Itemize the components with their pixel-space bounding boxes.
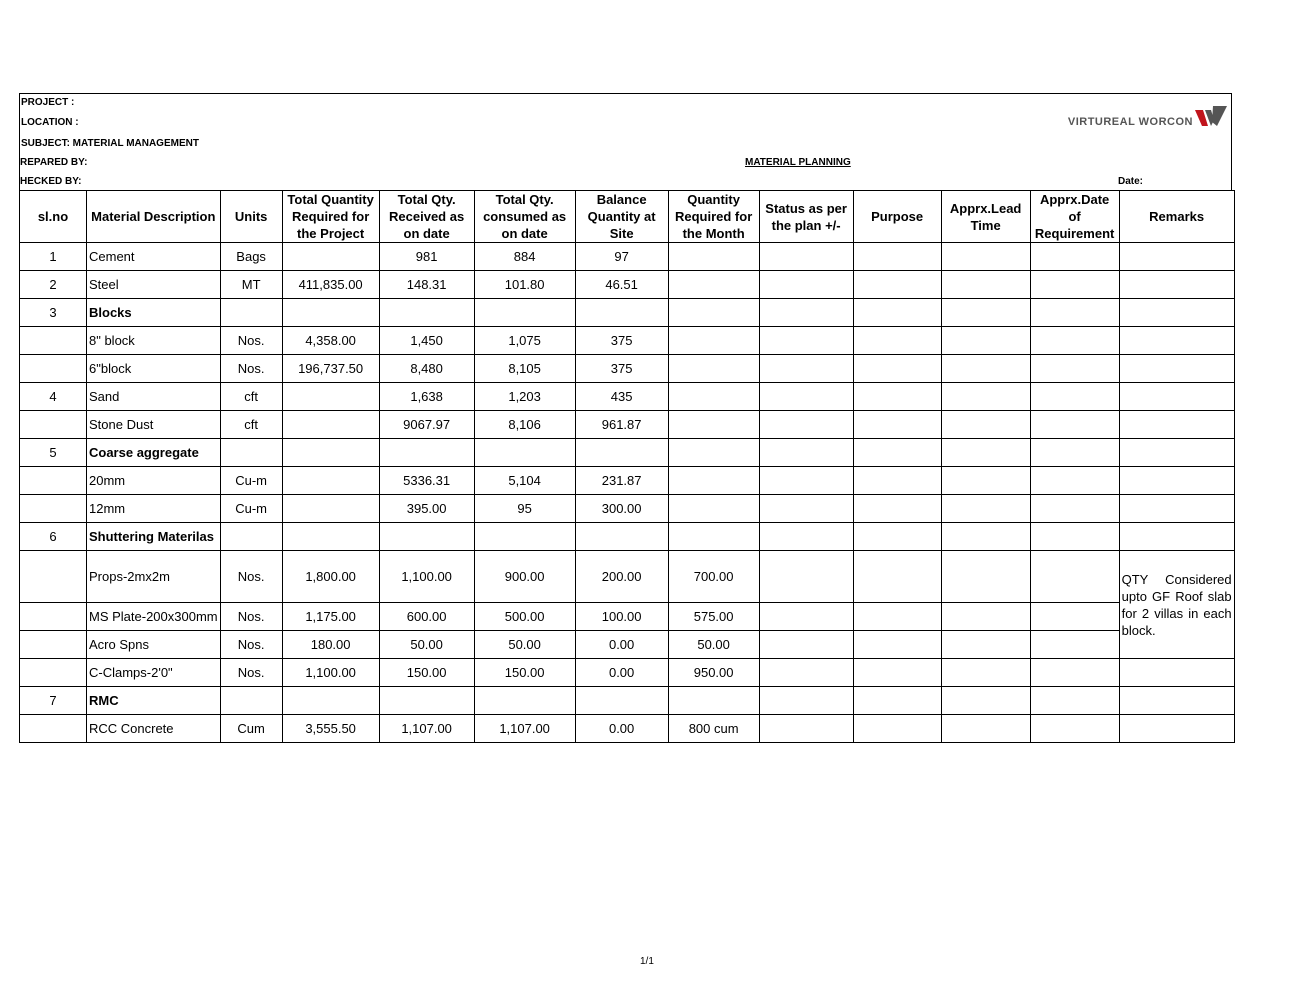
table-row (20, 299, 1235, 327)
cell-4 (282, 495, 379, 523)
cell-3: MT (220, 271, 282, 299)
cell-7: 46.51 (575, 271, 668, 299)
checked-by-label: HECKED BY: (20, 176, 82, 187)
cell-7: 200.00 (575, 551, 668, 603)
date-label: Date: (1118, 176, 1144, 187)
sheet-header (19, 93, 1232, 190)
cell-4: 1,800.00 (282, 551, 379, 603)
cell-5: 1,638 (379, 383, 474, 411)
empty-cell (941, 383, 1030, 411)
remarks-cell (1119, 467, 1234, 495)
location-label: LOCATION : (21, 117, 79, 128)
remarks-cell (1119, 411, 1234, 439)
cell-4: 196,737.50 (282, 355, 379, 383)
cell-2: 6"block (87, 355, 221, 383)
empty-cell (941, 271, 1030, 299)
cell-8 (668, 687, 759, 715)
empty-cell (853, 467, 941, 495)
cell-1 (20, 327, 87, 355)
empty-cell (941, 243, 1030, 271)
empty-cell (759, 271, 853, 299)
cell-1: 3 (20, 299, 87, 327)
header-row (20, 191, 1235, 243)
empty-cell (941, 299, 1030, 327)
empty-cell (853, 355, 941, 383)
cell-4 (282, 687, 379, 715)
cell-7: 0.00 (575, 631, 668, 659)
empty-cell (759, 355, 853, 383)
cell-4: 1,175.00 (282, 603, 379, 631)
column-header: Total Qty. Received as on date (379, 191, 474, 243)
empty-cell (941, 439, 1030, 467)
cell-1: 7 (20, 687, 87, 715)
remarks-cell: QTY Considered upto GF Roof slab for 2 villas in each block. (1119, 551, 1234, 659)
empty-cell (941, 495, 1030, 523)
remarks-cell (1119, 495, 1234, 523)
empty-cell (1030, 327, 1119, 355)
cell-8 (668, 495, 759, 523)
cell-5 (379, 523, 474, 551)
cell-2: RCC Concrete (87, 715, 221, 743)
empty-cell (1030, 271, 1119, 299)
cell-2: RMC (87, 687, 221, 715)
empty-cell (759, 551, 853, 603)
cell-7: 231.87 (575, 467, 668, 495)
cell-7: 375 (575, 327, 668, 355)
cell-8 (668, 271, 759, 299)
empty-cell (853, 631, 941, 659)
empty-cell (759, 243, 853, 271)
column-header: Material Description (87, 191, 221, 243)
subject-label: SUBJECT: MATERIAL MANAGEMENT (21, 138, 199, 149)
empty-cell (941, 551, 1030, 603)
table-row (20, 271, 1235, 299)
cell-1 (20, 495, 87, 523)
table-row (20, 327, 1235, 355)
cell-6: 95 (474, 495, 575, 523)
cell-5: 1,107.00 (379, 715, 474, 743)
empty-cell (853, 299, 941, 327)
cell-8: 950.00 (668, 659, 759, 687)
cell-5: 8,480 (379, 355, 474, 383)
cell-4 (282, 299, 379, 327)
cell-1 (20, 355, 87, 383)
cell-1 (20, 659, 87, 687)
cell-2: Props-2mx2m (87, 551, 221, 603)
cell-5: 981 (379, 243, 474, 271)
empty-cell (1030, 603, 1119, 631)
cell-3: Nos. (220, 551, 282, 603)
cell-3: cft (220, 411, 282, 439)
cell-3: Nos. (220, 603, 282, 631)
cell-1 (20, 715, 87, 743)
empty-cell (759, 603, 853, 631)
cell-2: 20mm (87, 467, 221, 495)
table-row (20, 243, 1235, 271)
cell-5: 148.31 (379, 271, 474, 299)
cell-3 (220, 299, 282, 327)
cell-7: 0.00 (575, 659, 668, 687)
cell-4 (282, 467, 379, 495)
cell-2: Blocks (87, 299, 221, 327)
cell-8 (668, 383, 759, 411)
prepared-by-label: REPARED BY: (20, 157, 88, 168)
cell-5: 1,450 (379, 327, 474, 355)
empty-cell (853, 411, 941, 439)
empty-cell (1030, 355, 1119, 383)
empty-cell (941, 523, 1030, 551)
cell-3: Cu-m (220, 495, 282, 523)
cell-7: 961.87 (575, 411, 668, 439)
cell-8 (668, 467, 759, 495)
empty-cell (1030, 523, 1119, 551)
cell-8: 50.00 (668, 631, 759, 659)
cell-6: 1,075 (474, 327, 575, 355)
cell-3: Cu-m (220, 467, 282, 495)
table-row (20, 603, 1235, 631)
cell-1 (20, 411, 87, 439)
empty-cell (853, 327, 941, 355)
empty-cell (941, 355, 1030, 383)
empty-cell (759, 439, 853, 467)
empty-cell (941, 687, 1030, 715)
table-row (20, 523, 1235, 551)
cell-6: 884 (474, 243, 575, 271)
column-header: Apprx.Date of Requirement (1030, 191, 1119, 243)
cell-8 (668, 355, 759, 383)
empty-cell (941, 715, 1030, 743)
empty-cell (853, 495, 941, 523)
empty-cell (853, 659, 941, 687)
empty-cell (759, 467, 853, 495)
empty-cell (853, 603, 941, 631)
cell-6: 500.00 (474, 603, 575, 631)
column-header: Remarks (1119, 191, 1234, 243)
cell-6 (474, 687, 575, 715)
empty-cell (853, 551, 941, 603)
logo-w-icon (1195, 106, 1227, 128)
empty-cell (1030, 659, 1119, 687)
remarks-cell (1119, 659, 1234, 687)
empty-cell (853, 243, 941, 271)
cell-2: MS Plate-200x300mm (87, 603, 221, 631)
empty-cell (759, 299, 853, 327)
cell-3: Bags (220, 243, 282, 271)
cell-5: 9067.97 (379, 411, 474, 439)
cell-4 (282, 383, 379, 411)
column-header: Purpose (853, 191, 941, 243)
remarks-cell (1119, 327, 1234, 355)
cell-1 (20, 631, 87, 659)
cell-5 (379, 299, 474, 327)
empty-cell (759, 523, 853, 551)
cell-7: 300.00 (575, 495, 668, 523)
empty-cell (759, 659, 853, 687)
cell-1 (20, 467, 87, 495)
cell-4: 4,358.00 (282, 327, 379, 355)
empty-cell (941, 603, 1030, 631)
empty-cell (941, 467, 1030, 495)
cell-4 (282, 243, 379, 271)
cell-1: 6 (20, 523, 87, 551)
cell-4 (282, 439, 379, 467)
project-label: PROJECT : (21, 97, 75, 108)
cell-7: 97 (575, 243, 668, 271)
cell-2: Coarse aggregate (87, 439, 221, 467)
empty-cell (1030, 383, 1119, 411)
empty-cell (1030, 631, 1119, 659)
empty-cell (853, 687, 941, 715)
column-header: Total Qty. consumed as on date (474, 191, 575, 243)
cell-8: 700.00 (668, 551, 759, 603)
cell-3: Nos. (220, 355, 282, 383)
cell-6: 8,105 (474, 355, 575, 383)
empty-cell (759, 715, 853, 743)
remarks-cell (1119, 687, 1234, 715)
empty-cell (1030, 299, 1119, 327)
table-row (20, 631, 1235, 659)
empty-cell (1030, 715, 1119, 743)
empty-cell (941, 411, 1030, 439)
empty-cell (853, 523, 941, 551)
cell-5: 1,100.00 (379, 551, 474, 603)
remarks-cell (1119, 523, 1234, 551)
cell-7: 375 (575, 355, 668, 383)
cell-6: 101.80 (474, 271, 575, 299)
empty-cell (853, 715, 941, 743)
cell-8 (668, 243, 759, 271)
empty-cell (941, 659, 1030, 687)
cell-3: Nos. (220, 327, 282, 355)
empty-cell (853, 271, 941, 299)
remarks-cell (1119, 299, 1234, 327)
empty-cell (1030, 495, 1119, 523)
table-row (20, 355, 1235, 383)
cell-6 (474, 523, 575, 551)
cell-2: 8" block (87, 327, 221, 355)
cell-5 (379, 439, 474, 467)
table-row (20, 467, 1235, 495)
cell-8 (668, 327, 759, 355)
cell-1: 1 (20, 243, 87, 271)
empty-cell (759, 383, 853, 411)
empty-cell (1030, 551, 1119, 603)
remarks-cell (1119, 715, 1234, 743)
logo-text: VIRTUREAL WORCON (1067, 116, 1193, 128)
cell-4: 411,835.00 (282, 271, 379, 299)
page-number: 1/1 (640, 956, 654, 967)
table-row (20, 411, 1235, 439)
table-row (20, 687, 1235, 715)
empty-cell (941, 327, 1030, 355)
cell-8: 800 cum (668, 715, 759, 743)
cell-5 (379, 687, 474, 715)
cell-6 (474, 439, 575, 467)
cell-7 (575, 439, 668, 467)
column-header: sl.no (20, 191, 87, 243)
cell-2: Sand (87, 383, 221, 411)
material-planning-table (19, 190, 1235, 743)
cell-2: Stone Dust (87, 411, 221, 439)
cell-8: 575.00 (668, 603, 759, 631)
empty-cell (759, 687, 853, 715)
empty-cell (759, 631, 853, 659)
cell-3 (220, 439, 282, 467)
column-header: Units (220, 191, 282, 243)
cell-1 (20, 603, 87, 631)
column-header: Balance Quantity at Site (575, 191, 668, 243)
cell-6: 150.00 (474, 659, 575, 687)
table-row (20, 383, 1235, 411)
empty-cell (1030, 687, 1119, 715)
table-row (20, 495, 1235, 523)
cell-7: 100.00 (575, 603, 668, 631)
cell-6: 5,104 (474, 467, 575, 495)
cell-3 (220, 687, 282, 715)
empty-cell (1030, 439, 1119, 467)
empty-cell (853, 383, 941, 411)
cell-6: 8,106 (474, 411, 575, 439)
cell-8 (668, 411, 759, 439)
cell-5: 600.00 (379, 603, 474, 631)
cell-7: 435 (575, 383, 668, 411)
cell-1: 2 (20, 271, 87, 299)
cell-7 (575, 299, 668, 327)
table-row (20, 439, 1235, 467)
cell-5: 150.00 (379, 659, 474, 687)
empty-cell (759, 327, 853, 355)
cell-4 (282, 411, 379, 439)
cell-5: 5336.31 (379, 467, 474, 495)
cell-2: 12mm (87, 495, 221, 523)
cell-2: Acro Spns (87, 631, 221, 659)
cell-2: Steel (87, 271, 221, 299)
cell-2: Shuttering Materilas (87, 523, 221, 551)
column-header: Quantity Required for the Month (668, 191, 759, 243)
remarks-cell (1119, 271, 1234, 299)
table-row (20, 659, 1235, 687)
company-logo (1068, 106, 1227, 128)
document-title: MATERIAL PLANNING (745, 157, 851, 168)
cell-4: 3,555.50 (282, 715, 379, 743)
remarks-cell (1119, 243, 1234, 271)
cell-8 (668, 523, 759, 551)
cell-6: 900.00 (474, 551, 575, 603)
empty-cell (759, 411, 853, 439)
empty-cell (941, 631, 1030, 659)
cell-1: 5 (20, 439, 87, 467)
cell-3: cft (220, 383, 282, 411)
cell-3: Cum (220, 715, 282, 743)
cell-1 (20, 551, 87, 603)
empty-cell (1030, 411, 1119, 439)
cell-7: 0.00 (575, 715, 668, 743)
table-row (20, 715, 1235, 743)
cell-3: Nos. (220, 631, 282, 659)
empty-cell (1030, 243, 1119, 271)
column-header: Total Quantity Required for the Project (282, 191, 379, 243)
cell-6: 1,107.00 (474, 715, 575, 743)
empty-cell (853, 439, 941, 467)
cell-6: 50.00 (474, 631, 575, 659)
cell-3: Nos. (220, 659, 282, 687)
cell-4: 180.00 (282, 631, 379, 659)
cell-3 (220, 523, 282, 551)
cell-6 (474, 299, 575, 327)
cell-4: 1,100.00 (282, 659, 379, 687)
cell-1: 4 (20, 383, 87, 411)
empty-cell (1030, 467, 1119, 495)
cell-2: C-Clamps-2'0" (87, 659, 221, 687)
column-header: Apprx.Lead Time (941, 191, 1030, 243)
cell-7 (575, 687, 668, 715)
remarks-cell (1119, 439, 1234, 467)
cell-7 (575, 523, 668, 551)
empty-cell (759, 495, 853, 523)
column-header: Status as per the plan +/- (759, 191, 853, 243)
cell-6: 1,203 (474, 383, 575, 411)
table-row (20, 551, 1235, 603)
cell-5: 395.00 (379, 495, 474, 523)
remarks-cell (1119, 355, 1234, 383)
cell-2: Cement (87, 243, 221, 271)
cell-5: 50.00 (379, 631, 474, 659)
cell-4 (282, 523, 379, 551)
cell-8 (668, 439, 759, 467)
remarks-cell (1119, 383, 1234, 411)
cell-8 (668, 299, 759, 327)
